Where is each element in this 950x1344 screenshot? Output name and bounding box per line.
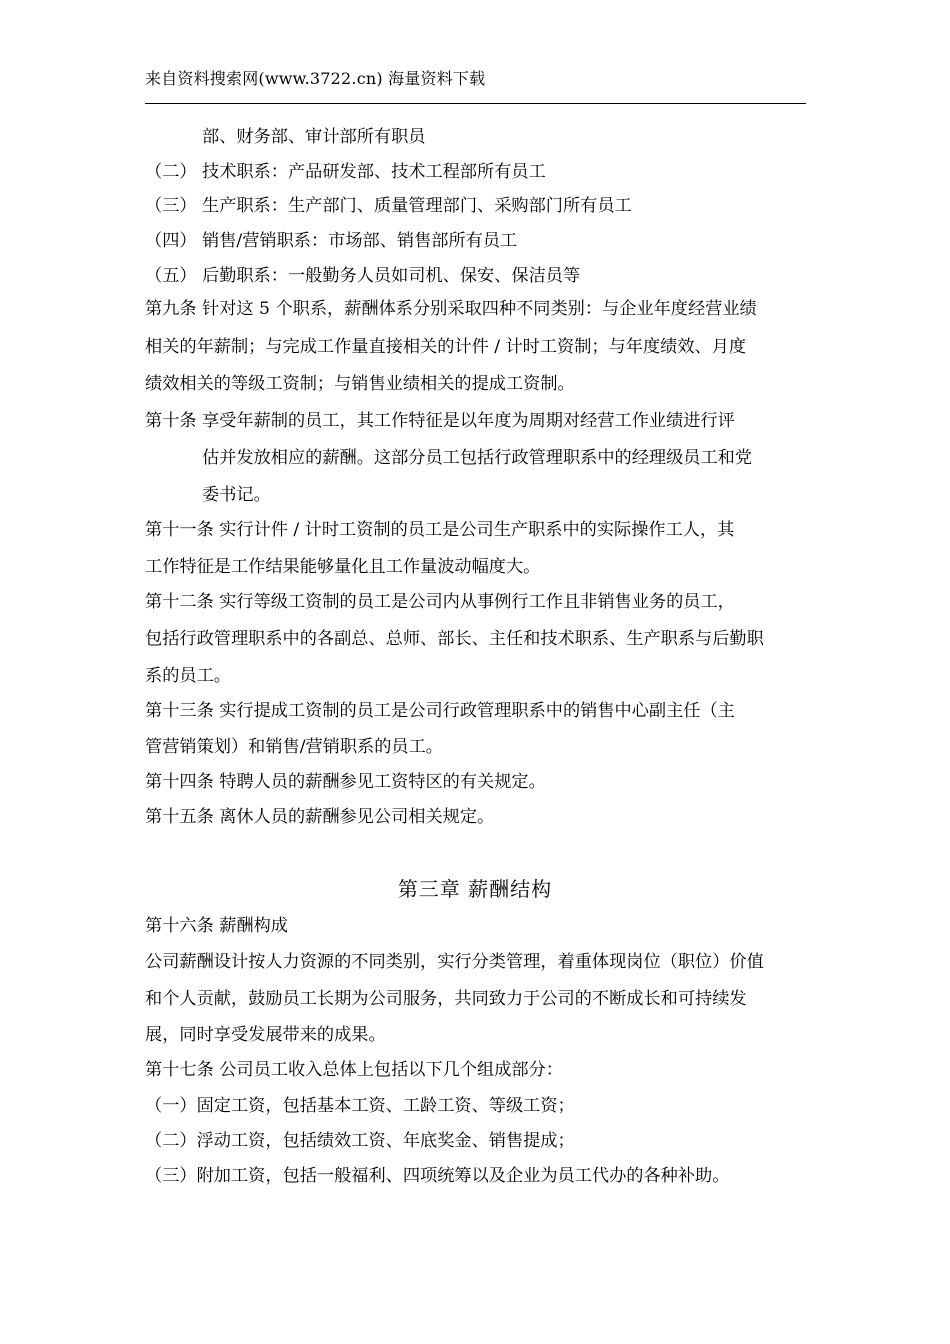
article-11-line-2: 工作特征是工作结果能够量化且工作量波动幅度大。: [145, 557, 541, 577]
article-16-heading: 第十六条 薪酬构成: [145, 916, 288, 936]
article-16-line-1: 公司薪酬设计按人力资源的不同类别，实行分类管理，着重体现岗位（职位）价值: [145, 952, 764, 972]
article-12-line-2: 包括行政管理职系中的各副总、总师、部长、主任和技术职系、生产职系与后勤职: [145, 629, 764, 649]
page-header: 来自资料搜索网(www.3722.cn) 海量资料下载: [145, 69, 486, 88]
article-10-line-2: 估并发放相应的薪酬。这部分员工包括行政管理职系中的经理级员工和党: [202, 448, 753, 468]
chapter-title: 第三章 薪酬结构: [397, 877, 553, 901]
article-14: 第十四条 特聘人员的薪酬参见工资特区的有关规定。: [145, 772, 546, 792]
article-11-line-1: 第十一条 实行计件 / 计时工资制的员工是公司生产职系中的实际操作工人，其: [145, 520, 735, 540]
article-16-line-2: 和个人贡献，鼓励员工长期为公司服务，共同致力于公司的不断成长和可持续发: [145, 989, 747, 1009]
list-item-additional-pay: （三）附加工资，包括一般福利、四项统筹以及企业为员工代办的各种补助。: [145, 1166, 730, 1186]
article-12-line-1: 第十二条 实行等级工资制的员工是公司内从事例行工作且非销售业务的员工，: [145, 592, 735, 612]
article-17-heading: 第十七条 公司员工收入总体上包括以下几个组成部分：: [145, 1060, 563, 1080]
article-13-line-2: 管营销策划）和销售/营销职系的员工。: [145, 737, 443, 757]
article-15: 第十五条 离休人员的薪酬参见公司相关规定。: [145, 807, 495, 827]
list-item-logistics: （五） 后勤职系：一般勤务人员如司机、保安、保洁员等: [145, 266, 581, 286]
list-item-floating-pay: （二）浮动工资，包括绩效工资、年底奖金、销售提成；: [145, 1131, 575, 1151]
list-item-technical: （二） 技术职系：产品研发部、技术工程部所有员工: [145, 162, 546, 182]
article-9-line-1: 第九条 针对这 5 个职系，薪酬体系分别采取四种不同类别：与企业年度经营业绩: [145, 299, 757, 319]
list-item-sales: （四） 销售/营销职系：市场部、销售部所有员工: [145, 231, 518, 251]
list-item-continuation: 部、财务部、审计部所有职员: [202, 127, 426, 147]
list-item-production: （三） 生产职系：生产部门、质量管理部门、采购部门所有员工: [145, 196, 632, 216]
header-divider: [145, 103, 806, 104]
article-9-line-3: 绩效相关的等级工资制；与销售业绩相关的提成工资制。: [145, 374, 575, 394]
list-item-fixed-pay: （一）固定工资，包括基本工资、工龄工资、等级工资；: [145, 1096, 575, 1116]
article-10-line-1: 第十条 享受年薪制的员工，其工作特征是以年度为周期对经营工作业绩进行评: [145, 411, 735, 431]
article-12-line-3: 系的员工。: [145, 666, 231, 686]
article-13-line-1: 第十三条 实行提成工资制的员工是公司行政管理职系中的销售中心副主任（主: [145, 701, 735, 721]
article-9-line-2: 相关的年薪制；与完成工作量直接相关的计件 / 计时工资制；与年度绩效、月度: [145, 337, 747, 357]
article-16-line-3: 展，同时享受发展带来的成果。: [145, 1025, 386, 1045]
article-10-line-3: 委书记。: [202, 485, 271, 505]
